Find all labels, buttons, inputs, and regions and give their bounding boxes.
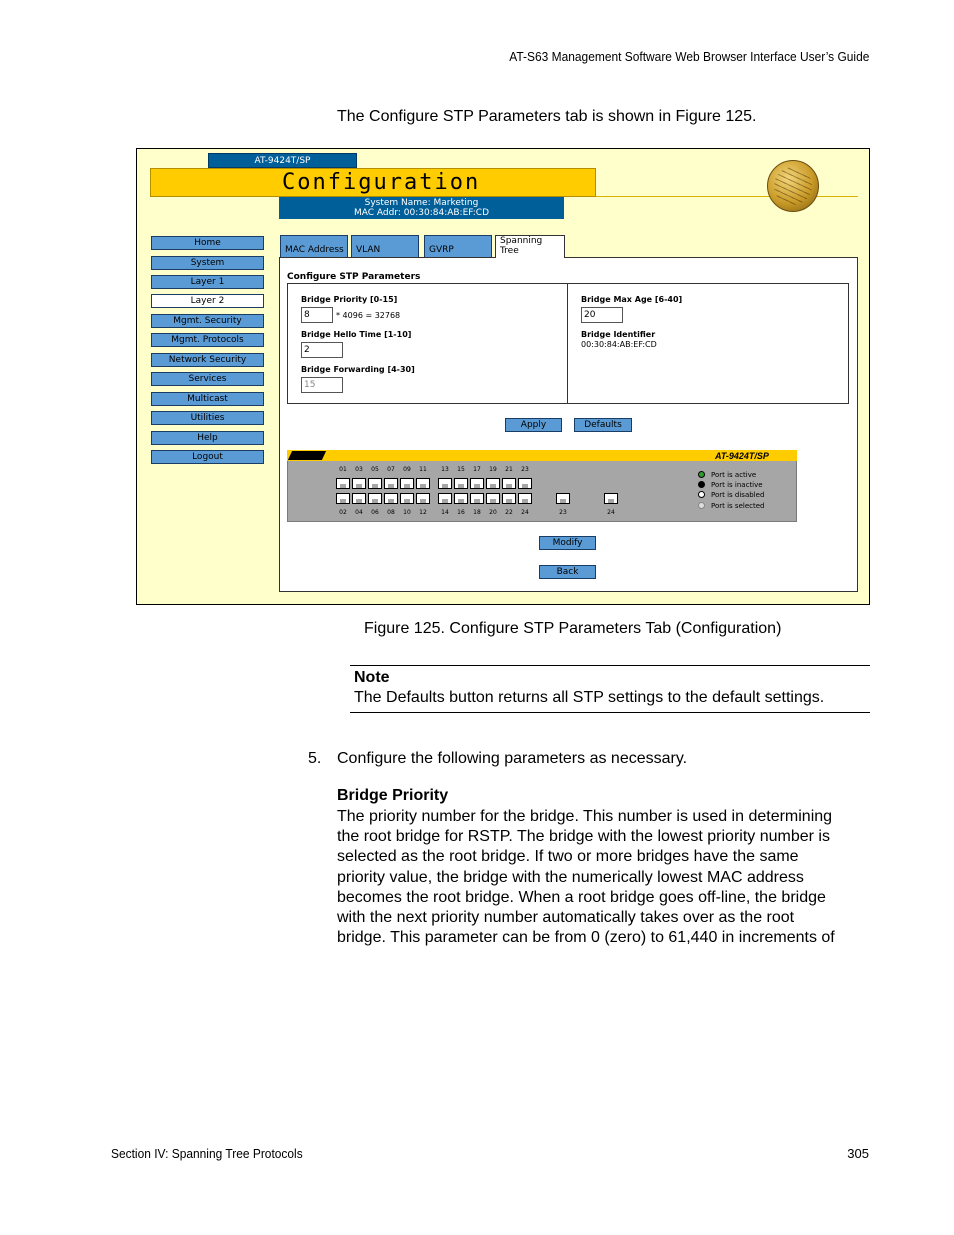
port-number-label: 06 bbox=[371, 509, 379, 516]
model-tab: AT-9424T/SP bbox=[208, 153, 357, 168]
tab-mac-address[interactable]: MAC Address bbox=[280, 235, 348, 257]
banner-rule bbox=[596, 196, 858, 197]
port-number-label: 19 bbox=[489, 466, 497, 473]
nav-system[interactable]: System bbox=[151, 256, 264, 270]
switch-port[interactable] bbox=[438, 478, 452, 489]
bridge-priority-description bbox=[337, 807, 870, 948]
disabled-port-icon bbox=[698, 491, 705, 498]
description-line: selected as the root bridge. If two or more bridges have the same bbox=[337, 848, 799, 866]
tab-gvrp[interactable]: GVRP bbox=[424, 235, 492, 257]
bridge-max-age-label: Bridge Max Age [6-40] bbox=[581, 295, 683, 304]
switch-port[interactable] bbox=[400, 493, 414, 504]
port-number-label: 13 bbox=[441, 466, 449, 473]
uplink-port[interactable] bbox=[604, 493, 618, 504]
figure-caption: Figure 125. Configure STP Parameters Tab (Configuration) bbox=[364, 620, 782, 637]
configuration-banner bbox=[150, 168, 596, 197]
stp-box-divider bbox=[567, 283, 568, 404]
description-line: becomes the root bridge. When a root bridge goes off-line, the bridge bbox=[337, 888, 826, 906]
nav-utilities[interactable]: Utilities bbox=[151, 411, 264, 425]
bridge-priority-heading: Bridge Priority bbox=[337, 787, 449, 804]
uplink-port-label: 23 bbox=[559, 509, 567, 516]
port-number-label: 01 bbox=[339, 466, 347, 473]
configuration-title: Configuration bbox=[282, 170, 481, 195]
description-line: the root bridge for RSTP. The bridge with the lowest priority number is bbox=[337, 828, 830, 846]
nav-multicast[interactable]: Multicast bbox=[151, 392, 264, 406]
port-number-label: 21 bbox=[505, 466, 513, 473]
tab-vlan[interactable]: VLAN bbox=[351, 235, 419, 257]
port-number-label: 07 bbox=[387, 466, 395, 473]
legend-disabled: Port is disabled bbox=[711, 491, 765, 499]
tab-spanning-tree-line1: Spanning bbox=[500, 236, 543, 246]
port-number-label: 23 bbox=[521, 466, 529, 473]
modify-button[interactable]: Modify bbox=[539, 536, 596, 550]
system-name: System Name: Marketing bbox=[364, 198, 479, 208]
switch-port[interactable] bbox=[400, 478, 414, 489]
port-number-label: 17 bbox=[473, 466, 481, 473]
system-info-box bbox=[279, 197, 564, 219]
switch-port[interactable] bbox=[384, 478, 398, 489]
switch-port[interactable] bbox=[486, 478, 500, 489]
step-number: 5. bbox=[308, 750, 322, 767]
switch-port[interactable] bbox=[470, 493, 484, 504]
footer-section: Section IV: Spanning Tree Protocols bbox=[111, 1146, 303, 1161]
switch-port[interactable] bbox=[416, 478, 430, 489]
nav-help[interactable]: Help bbox=[151, 431, 264, 445]
selected-port-icon bbox=[698, 502, 705, 509]
switch-port[interactable] bbox=[352, 478, 366, 489]
note-heading: Note bbox=[354, 669, 390, 686]
description-line: The priority number for the bridge. This number is used in determining bbox=[337, 808, 833, 825]
description-line: priority value, the bridge with the numerically lowest MAC address bbox=[337, 868, 804, 886]
port-number-label: 10 bbox=[403, 509, 411, 516]
switch-port[interactable] bbox=[336, 493, 350, 504]
port-number-label: 14 bbox=[441, 509, 449, 516]
nav-mgmt-protocols[interactable]: Mgmt. Protocols bbox=[151, 333, 264, 347]
port-number-label: 22 bbox=[505, 509, 513, 516]
switch-model-label: AT-9424T/SP bbox=[715, 451, 769, 461]
port-number-label: 04 bbox=[355, 509, 363, 516]
mac-address: MAC Addr: 00:30:84:AB:EF:CD bbox=[354, 208, 489, 218]
switch-port[interactable] bbox=[438, 493, 452, 504]
nav-logout[interactable]: Logout bbox=[151, 450, 264, 464]
active-port-icon bbox=[698, 471, 705, 478]
port-number-label: 20 bbox=[489, 509, 497, 516]
switch-port[interactable] bbox=[454, 478, 468, 489]
note-body: The Defaults button returns all STP settings to the default settings. bbox=[354, 689, 825, 706]
step-text: Configure the following parameters as necessary. bbox=[337, 750, 688, 767]
switch-port[interactable] bbox=[486, 493, 500, 504]
bridge-hello-time-label: Bridge Hello Time [1-10] bbox=[301, 330, 412, 339]
port-number-label: 16 bbox=[457, 509, 465, 516]
switch-port[interactable] bbox=[518, 493, 532, 504]
switch-port[interactable] bbox=[368, 493, 382, 504]
description-line: with the next priority number automatically takes over as the root bbox=[337, 909, 795, 927]
note-top-rule bbox=[350, 665, 870, 666]
port-number-label: 03 bbox=[355, 466, 363, 473]
switch-port[interactable] bbox=[454, 493, 468, 504]
apply-button[interactable]: Apply bbox=[505, 418, 562, 432]
back-button[interactable]: Back bbox=[539, 565, 596, 579]
bridge-priority-input[interactable]: 8 bbox=[301, 307, 333, 323]
nav-services[interactable]: Services bbox=[151, 372, 264, 386]
port-number-label: 08 bbox=[387, 509, 395, 516]
port-number-label: 24 bbox=[521, 509, 529, 516]
switch-port[interactable] bbox=[336, 478, 350, 489]
switch-port[interactable] bbox=[352, 493, 366, 504]
bridge-max-age-input[interactable]: 20 bbox=[581, 307, 623, 323]
switch-port[interactable] bbox=[518, 478, 532, 489]
uplink-port[interactable] bbox=[556, 493, 570, 504]
page-number: 305 bbox=[847, 1146, 869, 1161]
port-number-label: 11 bbox=[419, 466, 427, 473]
switch-port[interactable] bbox=[502, 493, 516, 504]
port-number-label: 05 bbox=[371, 466, 379, 473]
bridge-priority-label: Bridge Priority [0-15] bbox=[301, 295, 398, 304]
figure-screenshot bbox=[136, 148, 870, 605]
note-bottom-rule bbox=[350, 712, 870, 713]
switch-port[interactable] bbox=[384, 493, 398, 504]
legend-inactive: Port is inactive bbox=[711, 481, 763, 489]
port-number-label: 02 bbox=[339, 509, 347, 516]
port-number-label: 15 bbox=[457, 466, 465, 473]
inactive-port-icon bbox=[698, 481, 705, 488]
bridge-priority-calc: * 4096 = 32768 bbox=[336, 311, 401, 320]
uplink-port-label: 24 bbox=[607, 509, 615, 516]
bridge-forwarding-input[interactable]: 15 bbox=[301, 377, 343, 393]
switch-port[interactable] bbox=[470, 478, 484, 489]
description-line: bridge. This parameter can be from 0 (zero) to 61,440 in increments of bbox=[337, 929, 835, 947]
nav-layer-1[interactable]: Layer 1 bbox=[151, 275, 264, 289]
nav-network-security[interactable]: Network Security bbox=[151, 353, 264, 367]
legend-selected: Port is selected bbox=[711, 502, 765, 510]
vendor-logo-icon bbox=[288, 451, 326, 460]
bridge-identifier-label: Bridge Identifier bbox=[581, 330, 656, 339]
tab-spanning-tree-line2: Tree bbox=[500, 246, 519, 256]
bridge-hello-time-input[interactable]: 2 bbox=[301, 342, 343, 358]
nav-home[interactable]: Home bbox=[151, 236, 264, 250]
switch-port[interactable] bbox=[502, 478, 516, 489]
intro-paragraph: The Configure STP Parameters tab is shown in Figure 125. bbox=[337, 108, 757, 125]
port-number-label: 09 bbox=[403, 466, 411, 473]
switch-port[interactable] bbox=[416, 493, 430, 504]
nav-layer-2[interactable]: Layer 2 bbox=[151, 294, 264, 308]
port-number-label: 18 bbox=[473, 509, 481, 516]
defaults-button[interactable]: Defaults bbox=[574, 418, 632, 432]
switch-port[interactable] bbox=[368, 478, 382, 489]
bridge-identifier-value: 00:30:84:AB:EF:CD bbox=[581, 340, 657, 349]
legend-active: Port is active bbox=[711, 471, 757, 479]
running-header: AT-S63 Management Software Web Browser Interface User’s Guide bbox=[508, 49, 869, 64]
globe-logo-icon bbox=[767, 160, 819, 212]
tab-spanning-tree[interactable] bbox=[495, 235, 565, 258]
port-number-label: 12 bbox=[419, 509, 427, 516]
bridge-forwarding-label: Bridge Forwarding [4-30] bbox=[301, 365, 415, 374]
nav-mgmt-security[interactable]: Mgmt. Security bbox=[151, 314, 264, 328]
stp-section-title: Configure STP Parameters bbox=[287, 272, 421, 282]
